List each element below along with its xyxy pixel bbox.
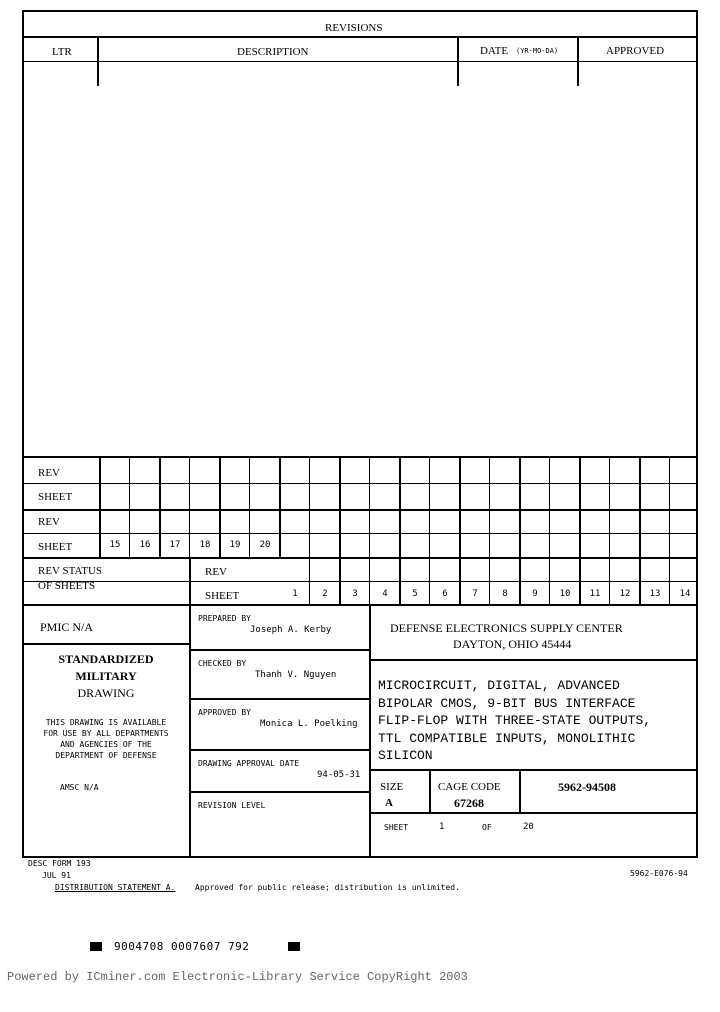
divider — [190, 791, 370, 793]
approval-date-label: DRAWING APPROVAL DATE — [198, 759, 300, 768]
grid-line — [579, 456, 581, 606]
sheet-label: SHEET — [384, 823, 409, 832]
revisions-title: REVISIONS — [325, 22, 383, 34]
sheet-number: 6 — [442, 589, 448, 599]
drawing-title — [378, 677, 651, 765]
sheet-number: 7 — [472, 589, 478, 599]
approval-date: 94-05-31 — [317, 770, 361, 780]
agency-address: DAYTON, OHIO 45444 — [453, 637, 572, 651]
rev-status-label: REV STATUS — [38, 565, 103, 577]
cage-code: 67268 — [454, 796, 484, 810]
checked-by: Thanh V. Nguyen — [255, 670, 337, 680]
grid-line — [459, 456, 461, 606]
barcode-number: 9004708 0007607 792 — [114, 940, 250, 953]
grid-line — [309, 456, 310, 606]
grid-line — [609, 456, 610, 606]
divider — [190, 749, 370, 751]
drawing-number: 5962-94508 — [558, 780, 616, 794]
cage-code-label: CAGE CODE — [438, 781, 501, 793]
prepared-by-label: PREPARED BY — [198, 614, 251, 623]
divider — [429, 770, 431, 813]
date-format: (YR-MO-DA) — [516, 47, 559, 55]
rev-label: REV — [205, 566, 227, 578]
sheet-label: SHEET — [38, 491, 73, 503]
sheet-number: 5 — [412, 589, 418, 599]
availability-note — [22, 717, 190, 761]
sheet-number: 3 — [352, 589, 358, 599]
availability-line: THIS DRAWING IS AVAILABLE — [45, 718, 167, 727]
sheet-number: 16 — [139, 540, 151, 550]
divider — [190, 698, 370, 700]
column-approved: APPROVED — [606, 45, 665, 57]
size-value: A — [385, 797, 393, 809]
amsc: AMSC N/A — [60, 783, 99, 792]
smd-line: STANDARDIZED — [58, 652, 154, 666]
column-date: DATE — [480, 45, 509, 57]
title-line: SILICON — [378, 748, 433, 763]
sheet-number: 20 — [259, 540, 271, 550]
availability-line: AND AGENCIES OF THE — [60, 740, 152, 749]
size-label: SIZE — [380, 781, 404, 793]
sheet-label: SHEET — [38, 541, 73, 553]
sheet-number: 18 — [199, 540, 211, 550]
sheet-number: 9 — [532, 589, 538, 599]
distribution-label: DISTRIBUTION STATEMENT A. — [55, 883, 176, 892]
divider — [519, 770, 521, 813]
divider — [22, 36, 698, 38]
pmic: PMIC N/A — [40, 620, 94, 634]
document-code: 5962-E076-94 — [630, 869, 688, 878]
divider — [22, 61, 698, 62]
grid-line — [22, 509, 698, 511]
form-number: DESC FORM 193 — [28, 859, 91, 868]
grid-line — [519, 456, 521, 606]
grid-line — [22, 533, 698, 534]
smd-line: DRAWING — [77, 686, 135, 700]
divider — [22, 643, 190, 645]
title-line: BIPOLAR CMOS, 9-BIT BUS INTERFACE — [378, 695, 636, 711]
grid-line — [189, 557, 191, 605]
sheet-number: 12 — [619, 589, 631, 599]
revision-level-label: REVISION LEVEL — [198, 801, 266, 810]
divider — [370, 769, 698, 771]
grid-line — [429, 456, 430, 606]
sheet-number: 14 — [679, 589, 691, 599]
grid-line — [339, 456, 341, 606]
title-line: TTL COMPATIBLE INPUTS, MONOLITHIC — [378, 730, 636, 746]
divider — [97, 36, 99, 86]
sheet-number: 11 — [589, 589, 601, 599]
rev-status-label: OF SHEETS — [38, 580, 96, 592]
title-line: FLIP-FLOP WITH THREE-STATE OUTPUTS, — [378, 713, 652, 728]
smd-line: MILITARY — [75, 669, 137, 683]
sheet-number: 1 — [439, 822, 445, 832]
sheet-number: 19 — [229, 540, 241, 550]
divider — [370, 659, 698, 661]
barcode-mark — [90, 942, 102, 951]
column-ltr: LTR — [52, 46, 72, 58]
smd-heading — [22, 651, 190, 702]
barcode-mark — [288, 942, 300, 951]
availability-line: DEPARTMENT OF DEFENSE — [55, 751, 157, 760]
title-line: MICROCIRCUIT, DIGITAL, ADVANCED — [378, 678, 620, 693]
divider — [457, 36, 459, 86]
approved-by: Monica L. Poelking — [260, 719, 358, 729]
sheet-number: 13 — [649, 589, 661, 599]
checked-by-label: CHECKED BY — [198, 659, 247, 668]
divider — [369, 604, 371, 858]
divider — [22, 604, 698, 606]
form-date: JUL 91 — [42, 871, 71, 880]
grid-line — [549, 456, 550, 606]
grid-line — [399, 456, 401, 606]
grid-line — [190, 581, 280, 582]
divider — [577, 36, 579, 86]
prepared-by: Joseph A. Kerby — [250, 625, 332, 635]
rev-label: REV — [38, 516, 60, 528]
sheet-number: 17 — [169, 540, 181, 550]
grid-line — [489, 456, 490, 606]
rev-label: REV — [38, 467, 60, 479]
distribution-text: Approved for public release; distribution is unlimited. — [195, 883, 460, 892]
grid-line — [22, 581, 698, 582]
agency-name: DEFENSE ELECTRONICS SUPPLY CENTER — [390, 621, 623, 635]
divider — [190, 649, 370, 651]
sheet-number: 15 — [109, 540, 121, 550]
grid-line — [22, 456, 698, 458]
grid-line — [369, 456, 370, 606]
sheet-label: SHEET — [205, 590, 240, 602]
grid-line — [639, 456, 641, 606]
of-label: OF — [482, 823, 492, 832]
sheet-number: 1 — [292, 589, 298, 599]
availability-line: FOR USE BY ALL DEPARTMENTS — [43, 729, 169, 738]
sheet-number: 8 — [502, 589, 508, 599]
sheet-number: 4 — [382, 589, 388, 599]
column-description: DESCRIPTION — [237, 46, 309, 58]
grid-line — [669, 456, 670, 606]
grid-line — [22, 557, 698, 559]
sheet-number: 10 — [559, 589, 571, 599]
divider — [370, 812, 698, 814]
approved-by-label: APPROVED BY — [198, 708, 251, 717]
sheet-number: 2 — [322, 589, 328, 599]
powered-by: Powered by ICminer.com Electronic-Library Service CopyRight 2003 — [7, 970, 468, 984]
total-sheets: 20 — [523, 822, 534, 832]
grid-line — [22, 483, 698, 484]
